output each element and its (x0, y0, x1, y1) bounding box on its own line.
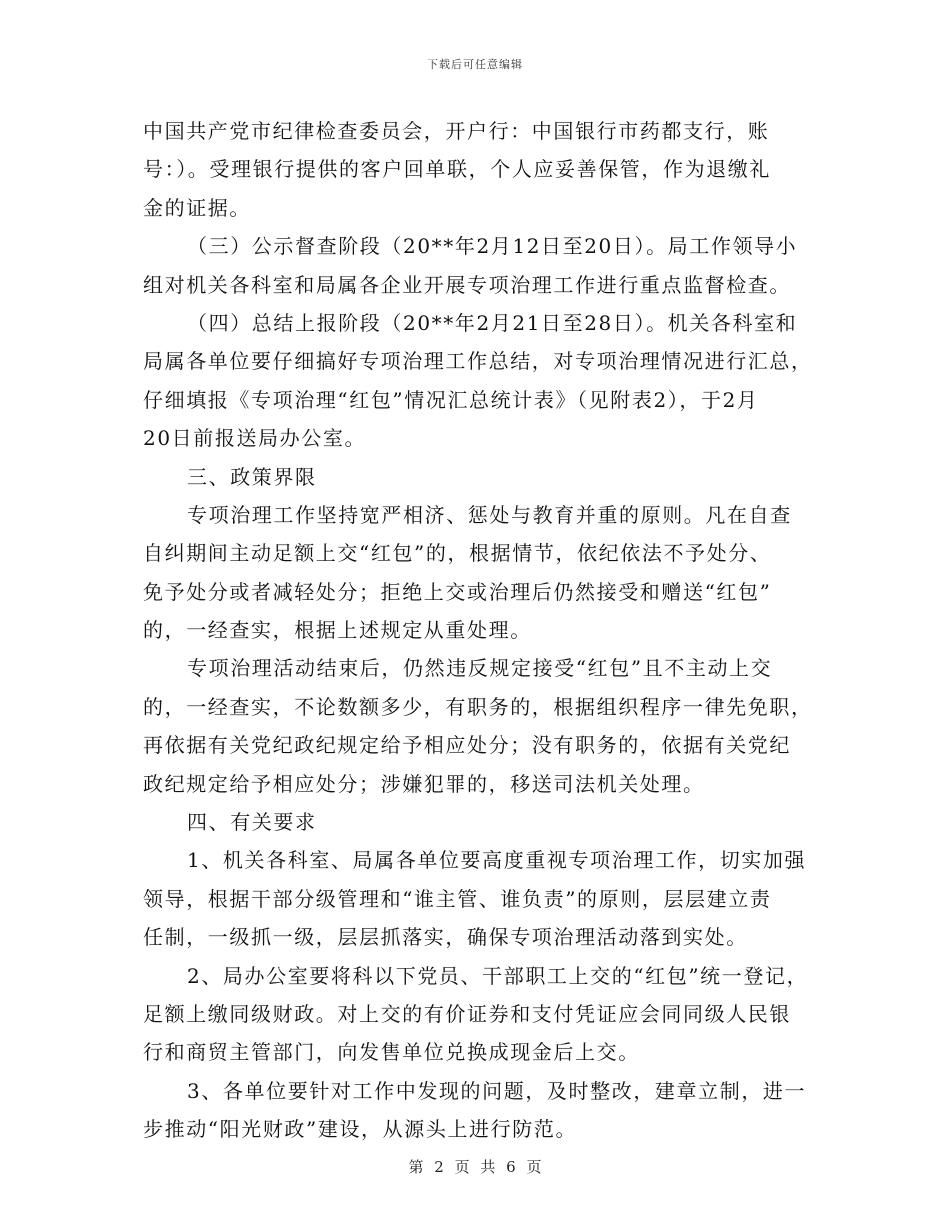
body-line-12: 自纠期间主动足额上交“红包”的，根据情节，依纪依法不予处分、 (143, 541, 772, 566)
body-line-11: 专项治理工作坚持宽严相济、惩处与教育并重的原则。凡在自查 (187, 502, 792, 527)
body-line-13: 免予处分或者减轻处分；拒绝上交或治理后仍然接受和赠送“红包” (143, 579, 772, 604)
body-line-18: 政纪规定给予相应处分；涉嫌犯罪的，移送司法机关处理。 (143, 771, 705, 796)
body-line-1: 中国共产党市纪律检查委员会，开户行：中国银行市药都支行，账 (143, 119, 770, 143)
body-line-14: 的，一经查实，根据上述规定从重处理。 (143, 618, 532, 643)
body-line-22: 任制，一级抓一级，层层抓落实，确保专项治理活动落到实处。 (143, 925, 748, 950)
requirement-1: 1、机关各科室、局属各单位要高度重视专项治理工作，切实加强 (187, 848, 807, 873)
section-3-public-supervision: （三）公示督查阶段（20**年2月12日至20日）。局工作领导小 (187, 234, 798, 259)
body-line-27: 步推动“阳光财政”建设，从源头上进行防范。 (143, 1117, 578, 1142)
body-line-25: 行和商贸主管部门，向发售单位兑换成现金后上交。 (143, 1040, 640, 1065)
requirement-3: 3、各单位要针对工作中发现的问题，及时整改，建章立制，进一 (187, 1078, 807, 1103)
body-line-3: 金的证据。 (143, 195, 251, 220)
body-line-15: 专项治理活动结束后，仍然违反规定接受“红包”且不主动上交 (187, 656, 773, 681)
body-line-7: 局属各单位要仔细搞好专项治理工作总结，对专项治理情况进行汇总， (143, 349, 813, 374)
page-number-footer: 第 2 页 共 6 页 (408, 1158, 542, 1176)
body-line-8: 仔细填报《专项治理“红包”情况汇总统计表》（见附表2），于2月 (143, 387, 759, 412)
body-line-5: 组对机关各科室和局属各企业开展专项治理工作进行重点监督检查。 (143, 272, 791, 297)
heading-policy-limits: 三、政策界限 (187, 464, 317, 489)
page-header-note: 下载后可任意编辑 (427, 58, 523, 71)
requirement-2: 2、局办公室要将科以下党员、干部职工上交的“红包”统一登记， (187, 963, 809, 988)
body-line-21: 领导，根据干部分级管理和“谁主管、谁负责”的原则，层层建立责 (143, 886, 772, 911)
body-line-16: 的，一经查实，不论数额多少，有职务的，根据组织程序一律先免职， (143, 694, 813, 719)
body-line-9: 20日前报送局办公室。 (143, 426, 367, 451)
section-4-summary-report: （四）总结上报阶段（20**年2月21日至28日）。机关各科室和 (187, 310, 798, 335)
body-line-17: 再依据有关党纪政纪规定给予相应处分；没有职务的，依据有关党纪 (143, 733, 791, 758)
document-body (143, 112, 823, 1149)
body-line-24: 足额上缴同级财政。对上交的有价证券和支付凭证应会同同级人民银 (143, 1001, 791, 1026)
heading-requirements: 四、有关要求 (187, 810, 317, 835)
body-line-2: 号：）。受理银行提供的客户回单联，个人应妥善保管，作为退缴礼 (143, 157, 771, 182)
